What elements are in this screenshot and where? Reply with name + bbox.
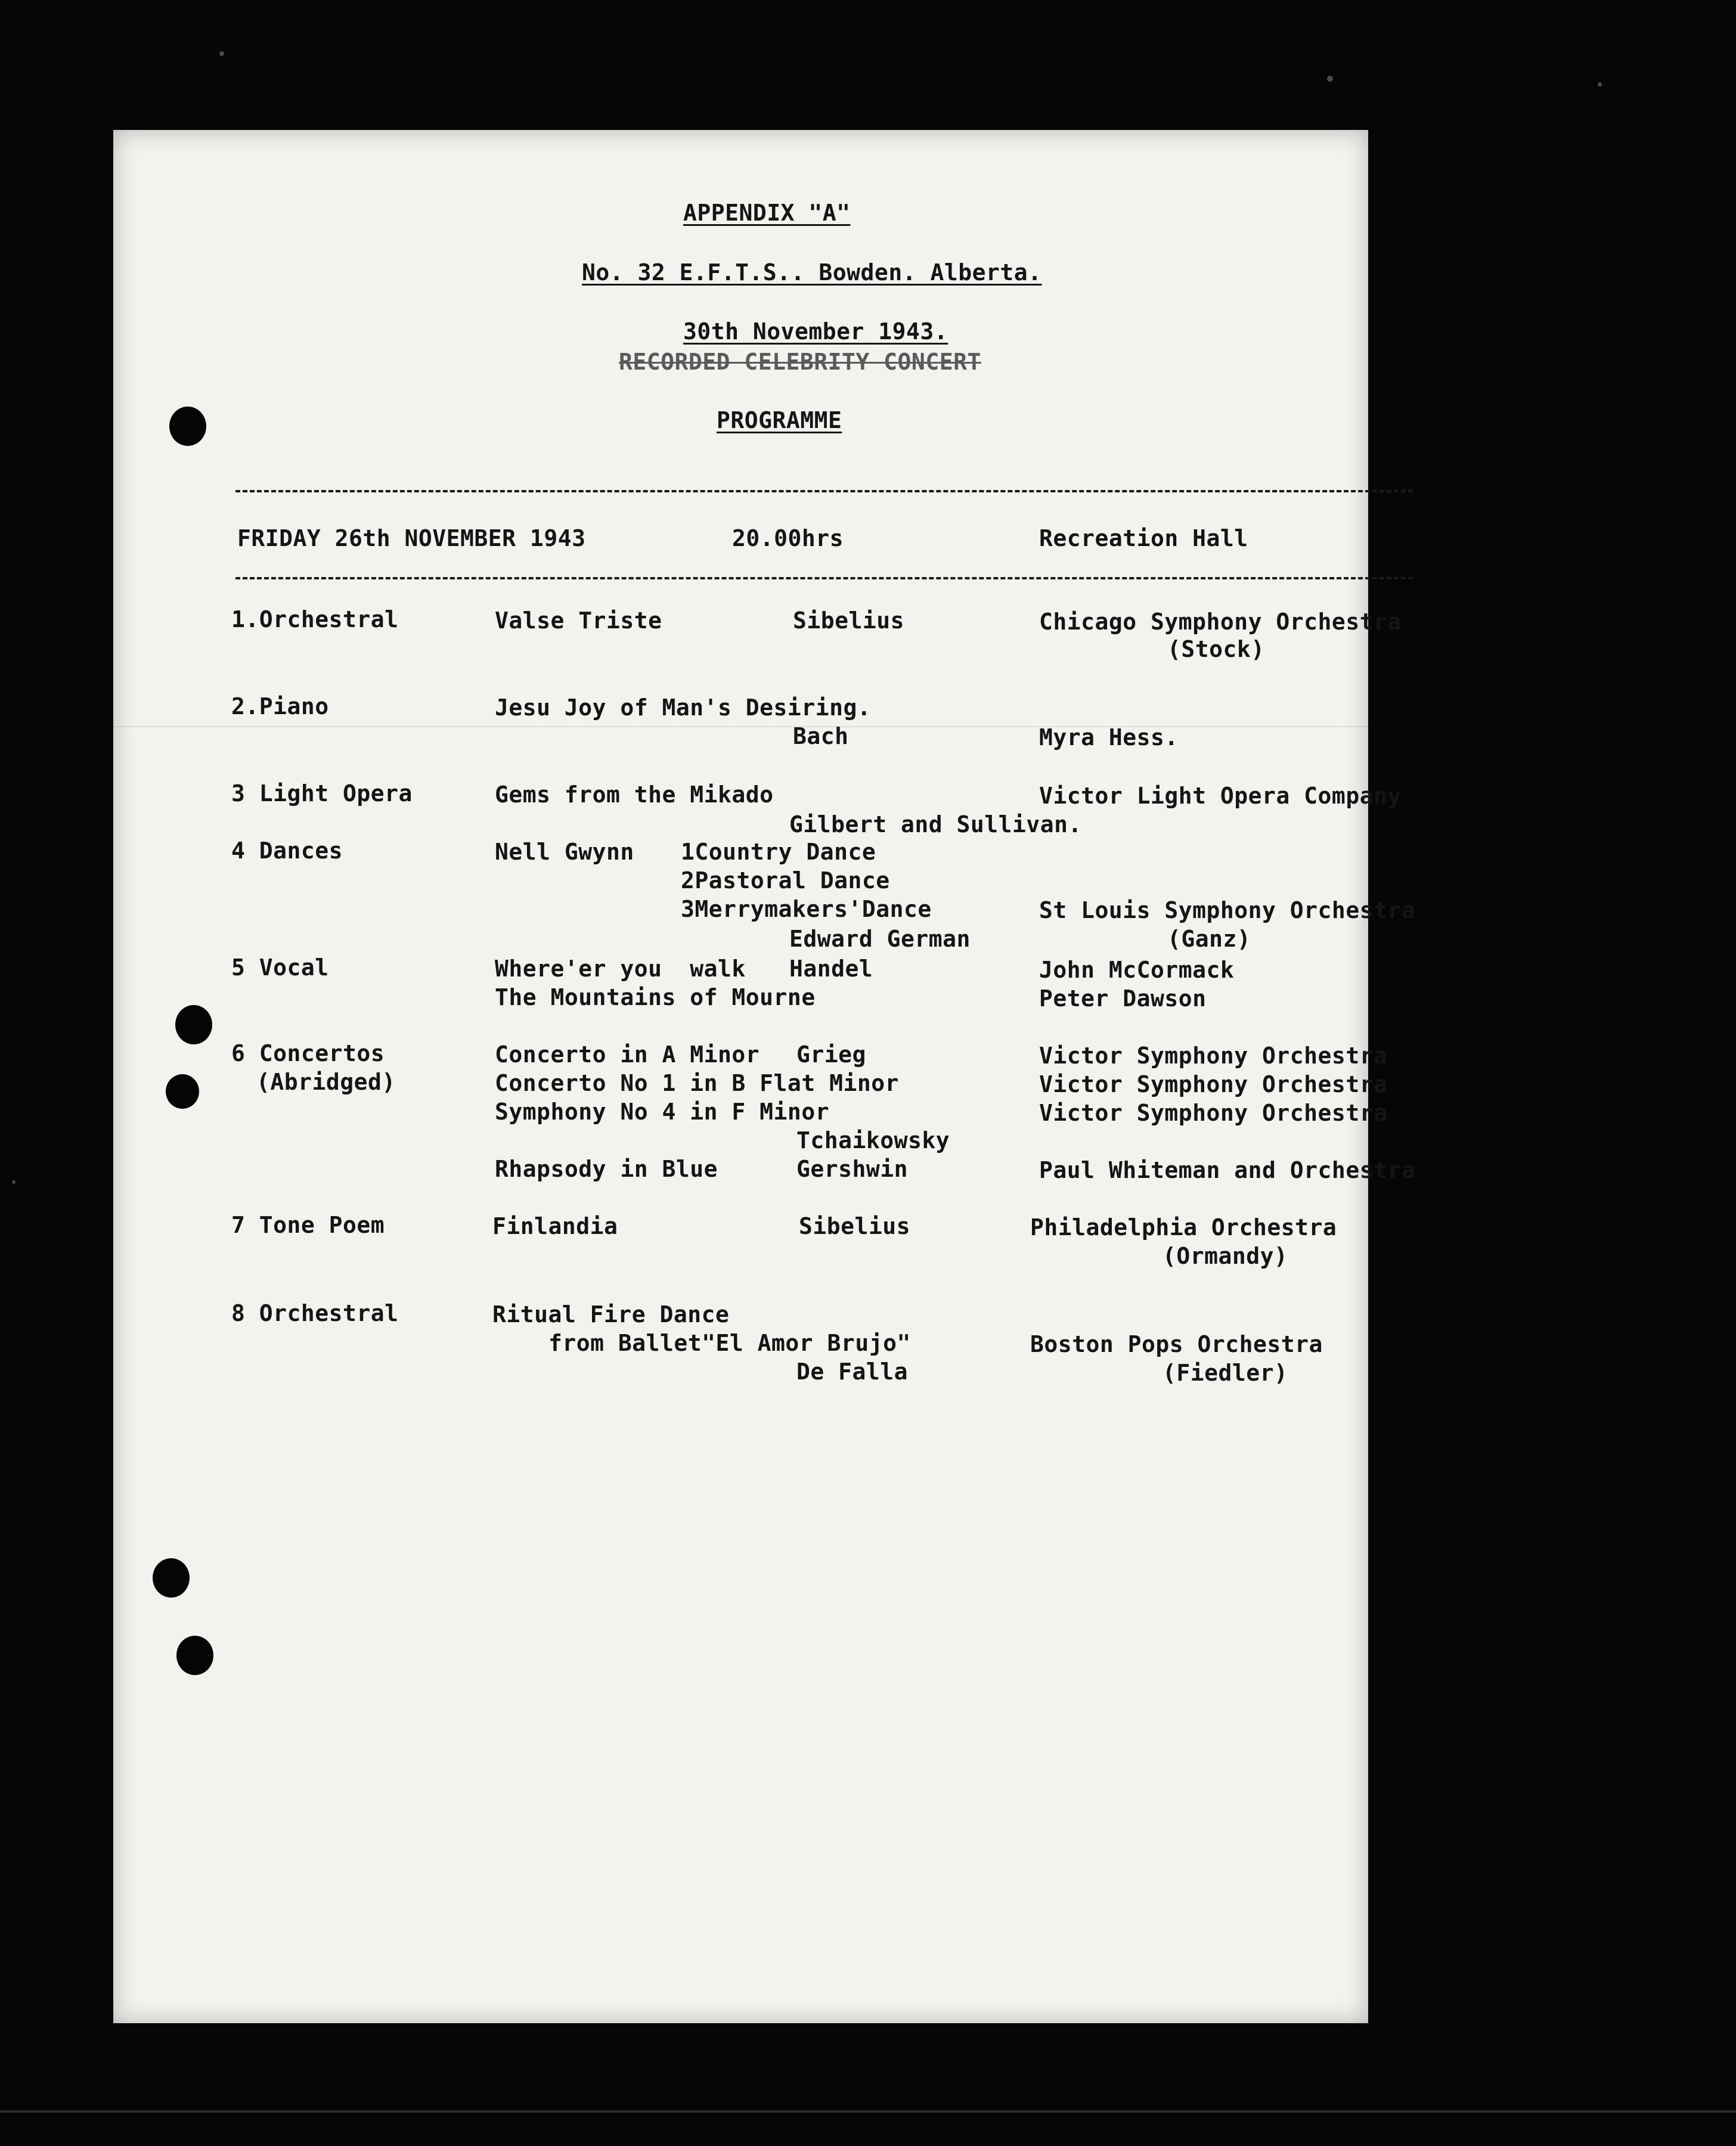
typed-page [113, 130, 1416, 2023]
item-category: 4 Dances [231, 838, 343, 864]
punch-hole [169, 407, 206, 446]
event-date: FRIDAY 26th NOVEMBER 1943 [237, 525, 586, 551]
item-performer: Paul Whiteman and Orchestra [1039, 1157, 1416, 1183]
programme-heading: PROGRAMME [717, 407, 842, 433]
item-performer: Peter Dawson [1039, 985, 1207, 1012]
item-category: 2.Piano [231, 693, 329, 720]
item-performer-note: (Ganz) [1167, 926, 1251, 952]
dust-speck [1327, 76, 1333, 82]
item-performer: Victor Symphony Orchestra [1039, 1071, 1388, 1097]
item-composer: Gilbert and Sullivan. [789, 811, 1082, 838]
item-category: 8 Orchestral [231, 1300, 399, 1326]
item-composer: Grieg [796, 1041, 866, 1068]
item-performer: John McCormack [1039, 957, 1235, 983]
unit-heading: No. 32 E.F.T.S.. Bowden. Alberta. [582, 259, 1042, 286]
event-time: 20.00hrs [732, 525, 844, 551]
item-piece: Finlandia [492, 1213, 618, 1239]
item-performer: Victor Symphony Orchestra [1039, 1043, 1388, 1069]
item-piece: Ritual Fire Dance [492, 1301, 730, 1328]
item-piece: from Ballet"El Amor Brujo" [548, 1330, 911, 1356]
dust-speck [219, 51, 224, 56]
item-piece: Valse Triste [495, 607, 662, 634]
film-edge-line [0, 2110, 1736, 2113]
item-performer: St Louis Symphony Orchestra [1039, 897, 1416, 923]
item-piece: Where'er you walk [495, 956, 746, 982]
item-piece: Rhapsody in Blue [495, 1156, 718, 1182]
item-performer-note: (Ormandy) [1162, 1243, 1288, 1269]
item-category: 3 Light Opera [231, 780, 413, 807]
top-rule [235, 490, 1413, 492]
dust-speck [1598, 82, 1602, 86]
item-performer: Philadelphia Orchestra [1030, 1214, 1337, 1241]
punch-hole [176, 1636, 213, 1675]
item-piece: Nell Gwynn [495, 839, 634, 865]
item-composer: Sibelius [793, 607, 905, 634]
item-performer-note: (Stock) [1167, 636, 1265, 662]
dust-speck [12, 1180, 16, 1184]
item-composer: De Falla [796, 1359, 909, 1385]
item-category: 7 Tone Poem [231, 1212, 385, 1238]
paper-fold [113, 726, 1368, 727]
punch-hole [166, 1074, 199, 1109]
item-movement: 1Country Dance [681, 839, 876, 865]
item-composer: Handel [789, 956, 873, 982]
item-piece: Concerto No 1 in B Flat Minor [495, 1070, 899, 1096]
item-piece: Concerto in A Minor [495, 1041, 760, 1068]
item-piece: Jesu Joy of Man's Desiring. [495, 694, 872, 721]
item-performer-note: (Fiedler) [1162, 1360, 1288, 1386]
item-piece: The Mountains of Mourne [495, 984, 816, 1010]
item-category: 6 Concertos [231, 1040, 385, 1066]
date-heading: 30th November 1943. [683, 318, 948, 345]
item-piece: Symphony No 4 in F Minor [495, 1099, 830, 1125]
item-performer: Boston Pops Orchestra [1030, 1331, 1323, 1357]
item-movement: 2Pastoral Dance [681, 867, 890, 894]
item-composer: Gershwin [796, 1156, 909, 1182]
item-composer: Bach [793, 723, 849, 749]
event-venue: Recreation Hall [1039, 525, 1248, 551]
item-composer: Sibelius [799, 1213, 911, 1239]
item-category-note: (Abridged) [256, 1069, 396, 1095]
item-performer: Chicago Symphony Orchestra [1039, 609, 1402, 635]
punch-hole [175, 1005, 212, 1044]
item-performer: Victor Symphony Orchestra [1039, 1100, 1388, 1126]
bottom-rule [235, 577, 1413, 579]
item-piece: Gems from the Mikado [495, 782, 774, 808]
item-composer: Edward German [789, 926, 971, 952]
item-category: 5 Vocal [231, 954, 329, 981]
item-composer: Tchaikowsky [796, 1127, 950, 1153]
item-category: 1.Orchestral [231, 606, 399, 632]
item-performer: Victor Light Opera Company [1039, 783, 1402, 809]
item-performer: Myra Hess. [1039, 724, 1179, 751]
punch-hole [153, 1558, 190, 1598]
item-movement: 3Merrymakers'Dance [681, 896, 932, 922]
struck-title: RECORDED CELEBRITY CONCERT [619, 349, 981, 375]
appendix-heading: APPENDIX "A" [683, 200, 851, 226]
